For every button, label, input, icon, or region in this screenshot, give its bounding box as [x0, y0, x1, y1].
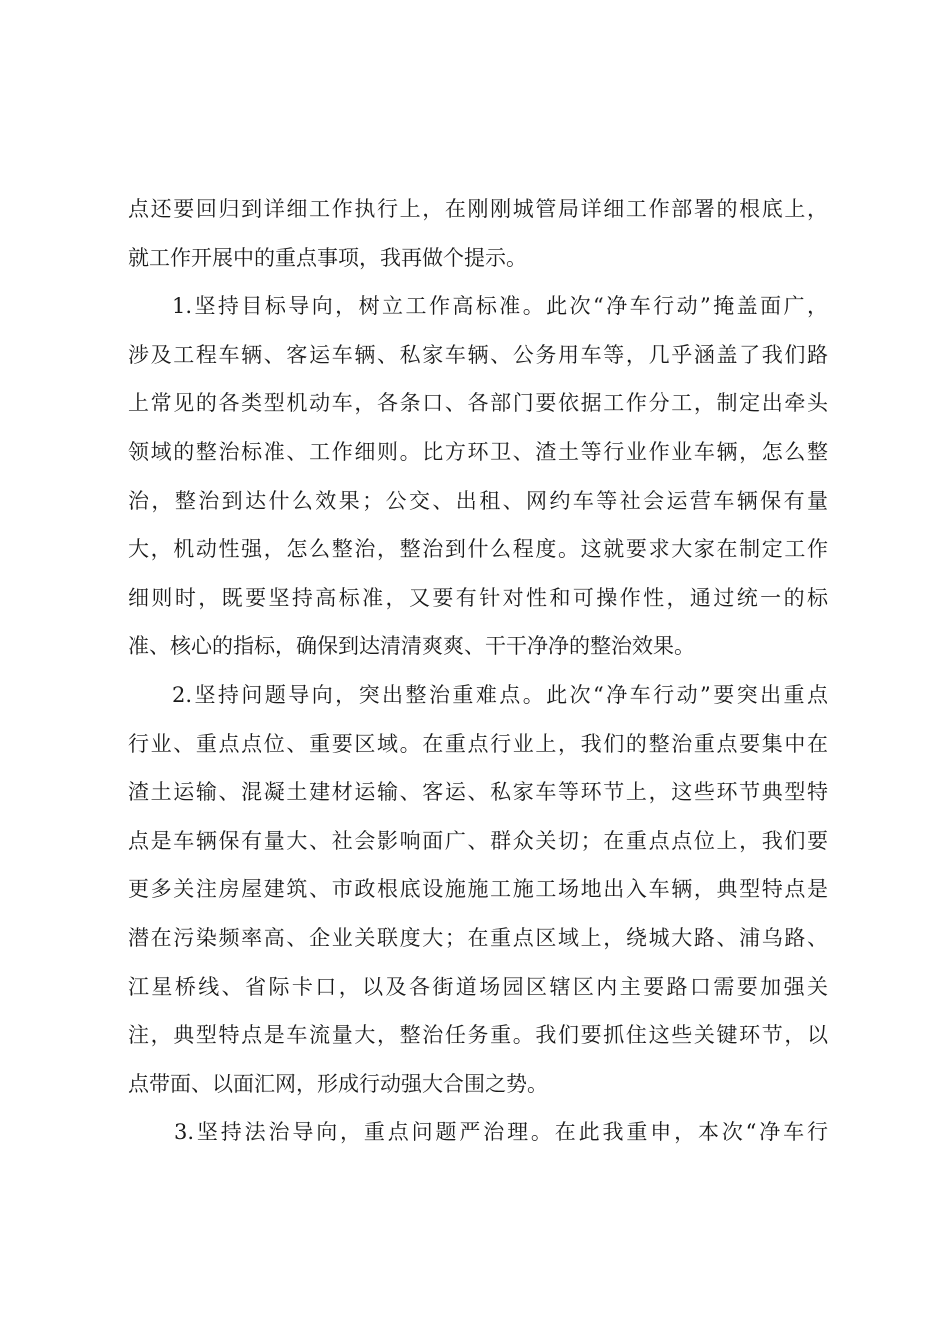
text-line: 就工作开展中的重点事项，我再做个提示。 — [128, 245, 527, 270]
text-line: 2.坚持问题导向，突出整治重难点。此次“净车行动”要突出重点 — [172, 682, 828, 707]
paragraph-point-1 — [128, 282, 828, 671]
text-line: 大，机动性强，怎么整治，整治到什么程度。这就要求大家在制定工作 — [128, 537, 828, 562]
paragraph-intro — [128, 185, 828, 282]
text-line: 细则时，既要坚持高标准，又要有针对性和可操作性，通过统一的标 — [128, 585, 828, 610]
text-line: 领域的整治标准、工作细则。比方环卫、渣土等行业作业车辆，怎么整 — [128, 439, 828, 464]
text-line: 潜在污染频率高、企业关联度大；在重点区域上，绕城大路、浦乌路、 — [128, 925, 828, 950]
text-line: 点是车辆保有量大、社会影响面广、群众关切；在重点点位上，我们要 — [128, 828, 828, 853]
document-body — [128, 185, 828, 1157]
text-line: 点带面、以面汇网，形成行动强大合围之势。 — [128, 1071, 548, 1096]
text-line: 治，整治到达什么效果；公交、出租、网约车等社会运营车辆保有量 — [128, 488, 828, 513]
text-line: 1.坚持目标导向，树立工作高标准。此次“净车行动”掩盖面广， — [172, 294, 828, 319]
text-line: 点还要回归到详细工作执行上，在刚刚城管局详细工作部署的根底上， — [128, 197, 828, 221]
paragraph-point-2 — [128, 671, 828, 1108]
text-line: 渣土运输、混凝土建材运输、客运、私家车等环节上，这些环节典型特 — [128, 780, 828, 805]
text-line: 江星桥线、省际卡口，以及各街道场园区辖区内主要路口需要加强关 — [128, 974, 828, 999]
text-line: 注，典型特点是车流量大，整治任务重。我们要抓住这些关键环节，以 — [128, 1023, 828, 1048]
text-line: 行业、重点点位、重要区域。在重点行业上，我们的整治重点要集中在 — [128, 731, 828, 756]
text-line: 更多关注房屋建筑、市政根底设施施工施工场地出入车辆，典型特点是 — [128, 877, 828, 902]
text-line: 涉及工程车辆、客运车辆、私家车辆、公务用车等，几乎涵盖了我们路 — [128, 342, 828, 367]
paragraph-point-3 — [128, 1108, 828, 1157]
text-line: 准、核心的指标，确保到达清清爽爽、干干净净的整治效果。 — [128, 634, 695, 659]
text-line: 上常见的各类型机动车，各条口、各部门要依据工作分工，制定出牵头 — [128, 391, 828, 416]
text-line: 3.坚持法治导向，重点问题严治理。在此我重申，本次“净车行 — [174, 1120, 828, 1145]
